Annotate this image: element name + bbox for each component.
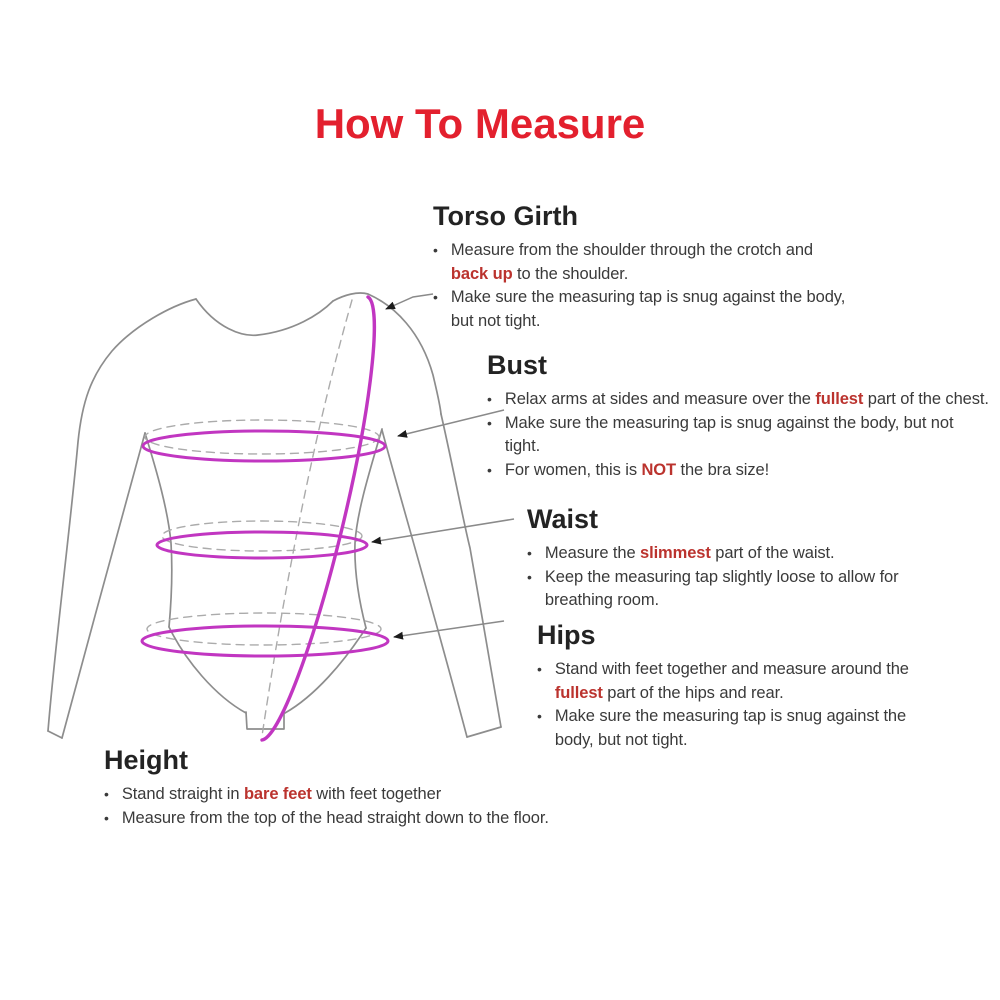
bullet-marker: • bbox=[487, 414, 492, 431]
leotard-right-shoulder bbox=[333, 293, 441, 414]
bullet-marker: • bbox=[487, 461, 492, 478]
leotard-left-side bbox=[145, 433, 172, 627]
torso-girth-arrow bbox=[386, 294, 433, 309]
bullet-item bbox=[433, 239, 873, 286]
leotard-right-cuff bbox=[467, 727, 501, 737]
hips-loop bbox=[142, 626, 388, 656]
hips-arrow bbox=[394, 621, 504, 637]
bust-loop-dashed bbox=[145, 420, 379, 454]
section-waist bbox=[527, 503, 957, 613]
bullet-item bbox=[104, 807, 644, 831]
emphasis-text: fullest bbox=[815, 390, 864, 408]
bullet-text: Stand with feet together and measure around the fullest part of the hips and rear. bbox=[554, 660, 909, 702]
waist-heading: Waist bbox=[527, 504, 599, 534]
bullet-text: Make sure the measuring tap is snug against the body, but not tight. bbox=[554, 707, 907, 749]
bullet-marker: • bbox=[537, 661, 542, 677]
bullet-marker: • bbox=[433, 289, 438, 305]
bullet-marker: • bbox=[433, 242, 438, 258]
height-heading: Height bbox=[104, 745, 188, 775]
bullet-marker: • bbox=[527, 568, 532, 585]
bullet-item bbox=[433, 286, 873, 333]
section-torso-girth bbox=[433, 200, 873, 333]
bullet-text: Measure from the shoulder through the crotch and back up to the shoulder. bbox=[450, 241, 813, 283]
bust-heading: Bust bbox=[487, 350, 547, 380]
leotard-right-leg bbox=[285, 628, 366, 713]
bullet-item bbox=[527, 542, 957, 566]
section-bust bbox=[487, 349, 992, 482]
bullet-item bbox=[487, 388, 992, 412]
emphasis-text: back up bbox=[450, 264, 513, 283]
emphasis-text: slimmest bbox=[640, 544, 711, 562]
bullet-text: Make sure the measuring tap is snug against the body, but not tight. bbox=[450, 288, 846, 330]
bullet-text: Measure from the top of the head straight down to the floor. bbox=[121, 808, 549, 827]
waist-loop bbox=[157, 532, 367, 558]
section-hips bbox=[537, 619, 967, 752]
bust-loop bbox=[143, 431, 385, 461]
hips-bullet-list bbox=[537, 658, 967, 752]
torso-girth-bullet-list bbox=[433, 239, 873, 333]
bullet-item bbox=[104, 783, 644, 807]
bullet-text: Measure the slimmest part of the waist. bbox=[544, 544, 835, 562]
bullet-text: Keep the measuring tap slightly loose to allow for breathing room. bbox=[544, 567, 899, 609]
hips-heading: Hips bbox=[537, 620, 596, 650]
bullet-marker: • bbox=[104, 786, 109, 802]
bullet-marker: • bbox=[537, 708, 542, 724]
page-title: How To Measure bbox=[314, 100, 646, 147]
torso-girth-heading: Torso Girth bbox=[433, 201, 578, 231]
bullet-item bbox=[487, 459, 992, 483]
emphasis-text: fullest bbox=[554, 683, 603, 702]
section-height bbox=[104, 744, 644, 830]
height-bullet-list bbox=[104, 783, 644, 830]
bullet-marker: • bbox=[487, 391, 492, 407]
waist-bullet-list bbox=[527, 542, 957, 613]
bullet-item bbox=[487, 412, 992, 459]
emphasis-text: NOT bbox=[641, 460, 676, 479]
leotard-left-cuff bbox=[48, 731, 62, 738]
emphasis-text: bare feet bbox=[243, 785, 312, 803]
bullet-text: Stand straight in bare feet with feet together bbox=[121, 785, 442, 803]
waist-arrow bbox=[372, 519, 514, 542]
bullet-text: For women, this is NOT the bra size! bbox=[504, 460, 770, 479]
bullet-text: Relax arms at sides and measure over the fullest part of the chest. bbox=[504, 390, 989, 408]
bullet-item bbox=[537, 658, 967, 705]
bust-bullet-list bbox=[487, 388, 992, 482]
bullet-text: Make sure the measuring tap is snug against the body, but not tight. bbox=[504, 413, 954, 455]
bullet-marker: • bbox=[527, 545, 532, 561]
leotard-neckline bbox=[196, 299, 333, 335]
bullet-marker: • bbox=[104, 809, 109, 826]
torso-girth-loop-back-dashed bbox=[262, 300, 352, 736]
bullet-item bbox=[527, 566, 957, 613]
